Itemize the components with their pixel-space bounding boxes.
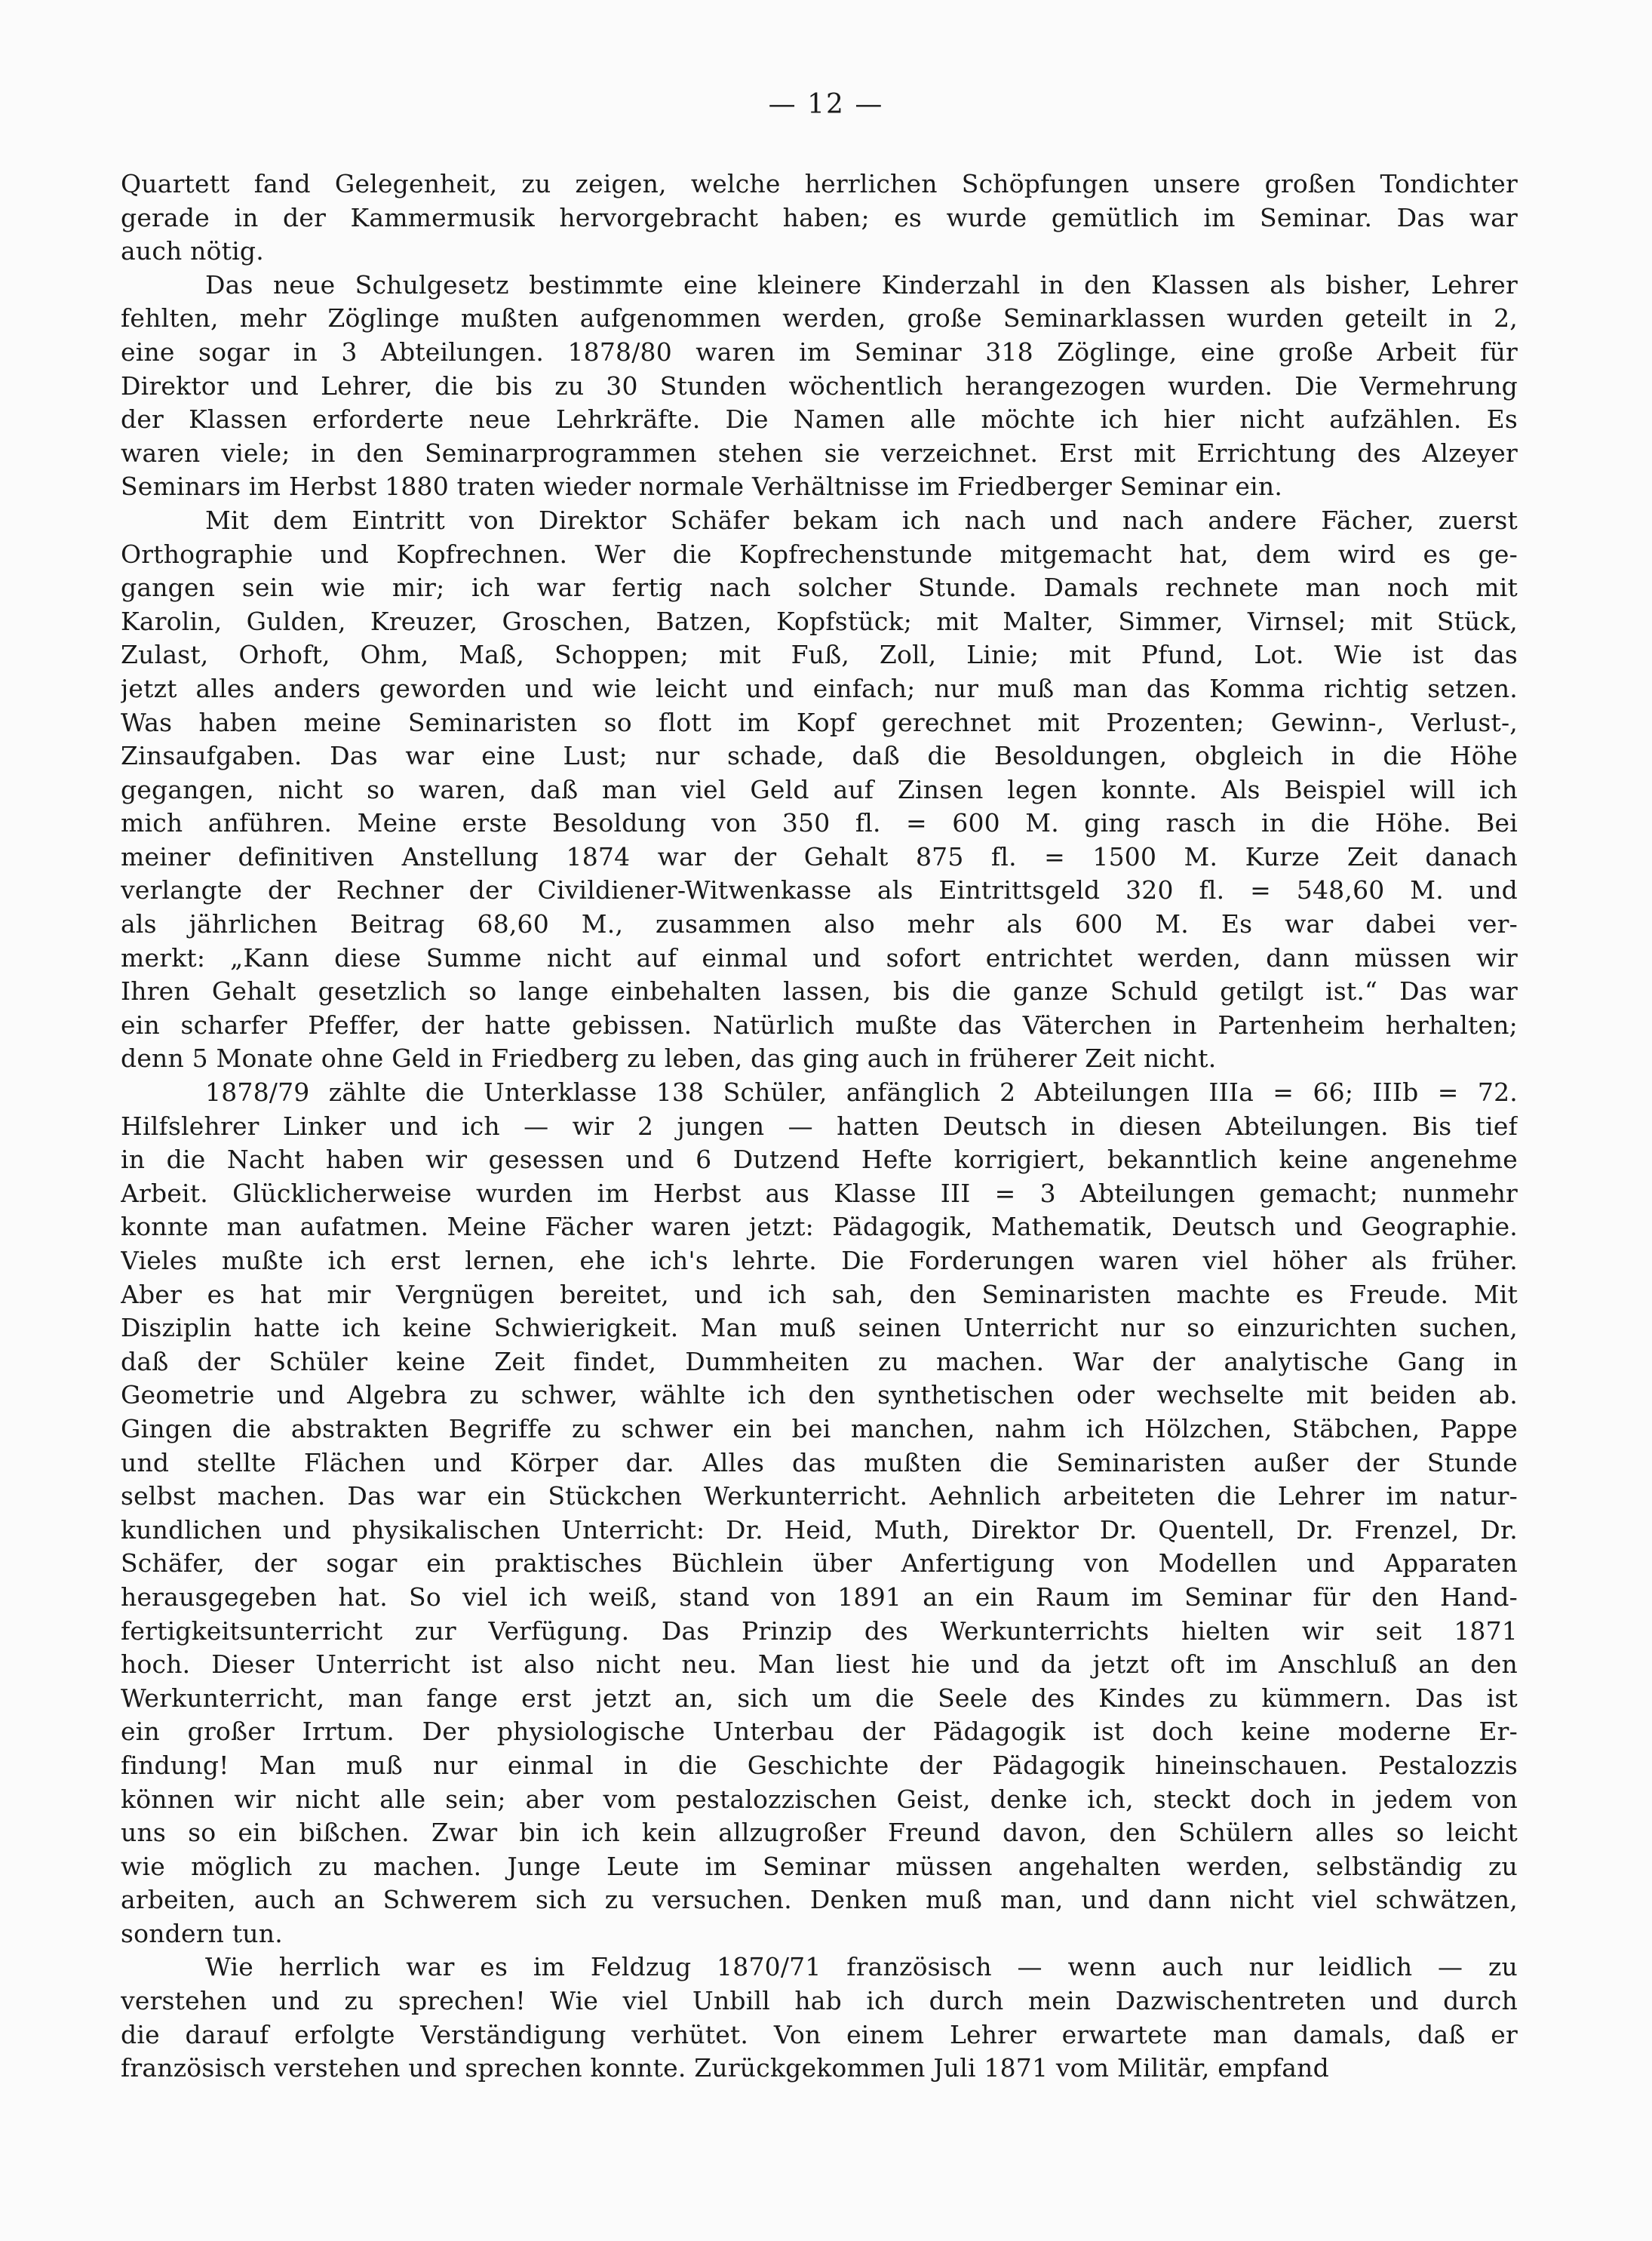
paragraph — [121, 269, 1518, 504]
text-line: können wir nicht alle sein; aber vom pestalozzischen Geist, denke ich, steckt doch in jedem von — [121, 1784, 1518, 1814]
text-line: daß der Schüler keine Zeit findet, Dummheiten zu machen. War der analytische Gang in — [121, 1346, 1518, 1376]
text-line: als jährlichen Beitrag 68,60 M., zusammen also mehr als 600 M. Es war dabei ver- — [121, 909, 1518, 939]
text-line: meiner definitiven Anstellung 1874 war der Gehalt 875 fl. = 1500 M. Kurze Zeit danach — [121, 841, 1518, 872]
body-text — [121, 168, 1518, 2086]
text-line: französisch verstehen und sprechen konnte. Zurückgekommen Juli 1871 vom Militär, empfand — [121, 2053, 1329, 2083]
text-line: Werkunterricht, man fange erst jetzt an, sich um die Seele des Kindes zu kümmern. Das ist — [121, 1683, 1518, 1713]
text-line: Gingen die abstrakten Begriffe zu schwer ein bei manchen, nahm ich Hölzchen, Stäbchen, Pappe — [121, 1413, 1518, 1443]
paragraph — [121, 504, 1518, 1076]
text-line: findung! Man muß nur einmal in die Geschichte der Pädagogik hineinschauen. Pestalozzis — [121, 1750, 1518, 1780]
text-line: in die Nacht haben wir gesessen und 6 Dutzend Hefte korrigiert, bekanntlich keine angenehme — [121, 1145, 1518, 1175]
text-line: gegangen, nicht so waren, daß man viel Geld auf Zinsen legen konnte. Als Beispiel will ich — [121, 774, 1518, 804]
text-line: selbst machen. Das war ein Stückchen Werkunterricht. Aehnlich arbeiteten die Lehrer im natur- — [121, 1481, 1518, 1511]
text-line: die darauf erfolgte Verständigung verhütet. Von einem Lehrer erwartete man damals, daß er — [121, 2019, 1518, 2049]
text-line: sondern tun. — [121, 1918, 283, 1948]
text-line: hoch. Dieser Unterricht ist also nicht neu. Man liest hie und da jetzt oft im Anschluß an den — [121, 1649, 1518, 1680]
text-line: Orthographie und Kopfrechnen. Wer die Kopfrechenstunde mitgemacht hat, dem wird es ge- — [121, 539, 1518, 569]
text-line: Zulast, Orhoft, Ohm, Maß, Schoppen; mit Fuß, Zoll, Linie; mit Pfund, Lot. Wie ist das — [121, 640, 1518, 670]
text-line: fehlten, mehr Zöglinge mußten aufgenommen werden, große Seminarklassen wurden geteilt in 2, — [121, 303, 1518, 334]
text-line: Ihren Gehalt gesetzlich so lange einbehalten lassen, bis die ganze Schuld getilgt ist.“ Das war — [121, 976, 1518, 1007]
paragraph — [121, 168, 1518, 269]
text-line: Quartett fand Gelegenheit, zu zeigen, welche herrlichen Schöpfungen unsere großen Tondichter — [121, 169, 1518, 198]
text-line: Mit dem Eintritt von Direktor Schäfer bekam ich nach und nach andere Fächer, zuerst — [205, 505, 1518, 535]
text-line: Vieles mußte ich erst lernen, ehe ich's lehrte. Die Forderungen waren viel höher als früher. — [121, 1246, 1518, 1275]
text-line: Disziplin hatte ich keine Schwierigkeit. Man muß seinen Unterricht nur so einzurichten suchen, — [121, 1313, 1518, 1343]
text-line: verlangte der Rechner der Civildiener-Witwenkasse als Eintrittsgeld 320 fl. = 548,60 M. und — [121, 875, 1518, 905]
text-line: ein scharfer Pfeffer, der hatte gebissen. Natürlich mußte das Väterchen in Partenheim herhalten; — [121, 1010, 1518, 1040]
paragraph — [121, 1950, 1518, 2085]
text-line: jetzt alles anders geworden und wie leicht und einfach; nur muß man das Komma richtig setzen. — [121, 673, 1518, 703]
text-line: Hilfslehrer Linker und ich — wir 2 jungen — hatten Deutsch in diesen Abteilungen. Bis tief — [121, 1111, 1518, 1141]
text-line: Wie herrlich war es im Feldzug 1870/71 französisch — wenn auch nur leidlich — zu — [205, 1952, 1518, 1982]
text-line: waren viele; in den Seminarprogrammen stehen sie verzeichnet. Erst mit Errichtung des Alzeyer — [121, 438, 1518, 468]
text-line: Aber es hat mir Vergnügen bereitet, und ich sah, den Seminaristen machte es Freude. Mit — [121, 1279, 1518, 1309]
text-line: und stellte Flächen und Körper dar. Alles das mußten die Seminaristen außer der Stunde — [121, 1447, 1518, 1477]
text-line: Was haben meine Seminaristen so flott im Kopf gerechnet mit Prozenten; Gewinn-, Verlust-, — [121, 707, 1518, 737]
text-line: gerade in der Kammermusik hervorgebracht haben; es wurde gemütlich im Seminar. Das war — [121, 202, 1518, 232]
text-line: auch nötig. — [121, 236, 264, 266]
text-line: verstehen und zu sprechen! Wie viel Unbill hab ich durch mein Dazwischentreten und durch — [121, 1986, 1518, 2016]
text-line: Geometrie und Algebra zu schwer, wählte ich den synthetischen oder wechselte mit beiden ab. — [121, 1380, 1518, 1410]
text-line: uns so ein bißchen. Zwar bin ich kein allzugroßer Freund davon, den Schülern alles so leicht — [121, 1818, 1518, 1848]
text-line: ein großer Irrtum. Der physiologische Unterbau der Pädagogik ist doch keine moderne Er- — [121, 1717, 1518, 1747]
text-line: gangen sein wie mir; ich war fertig nach solcher Stunde. Damals rechnete man noch mit — [121, 573, 1518, 603]
text-line: der Klassen erforderte neue Lehrkräfte. Die Namen alle möchte ich hier nicht aufzählen. Es — [121, 404, 1518, 435]
text-line: wie möglich zu machen. Junge Leute im Seminar müssen angehalten werden, selbständig zu — [121, 1851, 1518, 1881]
text-line: Arbeit. Glücklicherweise wurden im Herbst aus Klasse III = 3 Abteilungen gemacht; nunmehr — [121, 1178, 1518, 1208]
text-line: mich anführen. Meine erste Besoldung von 350 fl. = 600 M. ging rasch in die Höhe. Bei — [121, 808, 1518, 838]
text-line: Seminars im Herbst 1880 traten wieder normale Verhältnisse im Friedberger Seminar ein. — [121, 472, 1283, 502]
text-line: merkt: „Kann diese Summe nicht auf einmal und sofort entrichtet werden, dann müssen wir — [121, 942, 1518, 973]
text-line: Zinsaufgaben. Das war eine Lust; nur schade, daß die Besoldungen, obgleich in die Höhe — [121, 741, 1518, 771]
text-line: arbeiten, auch an Schwerem sich zu versuchen. Denken muß man, und dann nicht viel schwätzen, — [121, 1885, 1518, 1915]
text-line: herausgegeben hat. So viel ich weiß, stand von 1891 an ein Raum im Seminar für den Hand- — [121, 1582, 1518, 1612]
text-line: denn 5 Monate ohne Geld in Friedberg zu leben, das ging auch in früherer Zeit nicht. — [121, 1044, 1217, 1074]
text-line: 1878/79 zählte die Unterklasse 138 Schüler, anfänglich 2 Abteilungen IIIa = 66; IIIb = 72. — [205, 1077, 1518, 1108]
text-line: kundlichen und physikalischen Unterricht: Dr. Heid, Muth, Direktor Dr. Quentell, Dr. Frenzel, Dr. — [121, 1514, 1518, 1545]
paragraph — [121, 1076, 1518, 1950]
text-line: konnte man aufatmen. Meine Fächer waren jetzt: Pädagogik, Mathematik, Deutsch und Geographie. — [121, 1212, 1518, 1242]
text-line: Karolin, Gulden, Kreuzer, Groschen, Batzen, Kopfstück; mit Malter, Simmer, Virnsel; mit Stück, — [121, 606, 1518, 636]
text-line: fertigkeitsunterricht zur Verfügung. Das Prinzip des Werkunterrichts hielten wir seit 1871 — [121, 1615, 1518, 1646]
text-line: Direktor und Lehrer, die bis zu 30 Stunden wöchentlich herangezogen wurden. Die Vermehrung — [121, 370, 1518, 401]
text-line: Schäfer, der sogar ein praktisches Büchlein über Anfertigung von Modellen und Apparaten — [121, 1548, 1518, 1579]
text-line: Das neue Schulgesetz bestimmte eine kleinere Kinderzahl in den Klassen als bisher, Lehrer — [205, 269, 1518, 300]
page-number: — 12 — — [768, 89, 884, 120]
text-line: eine sogar in 3 Abteilungen. 1878/80 waren im Seminar 318 Zöglinge, eine große Arbeit für — [121, 337, 1518, 367]
